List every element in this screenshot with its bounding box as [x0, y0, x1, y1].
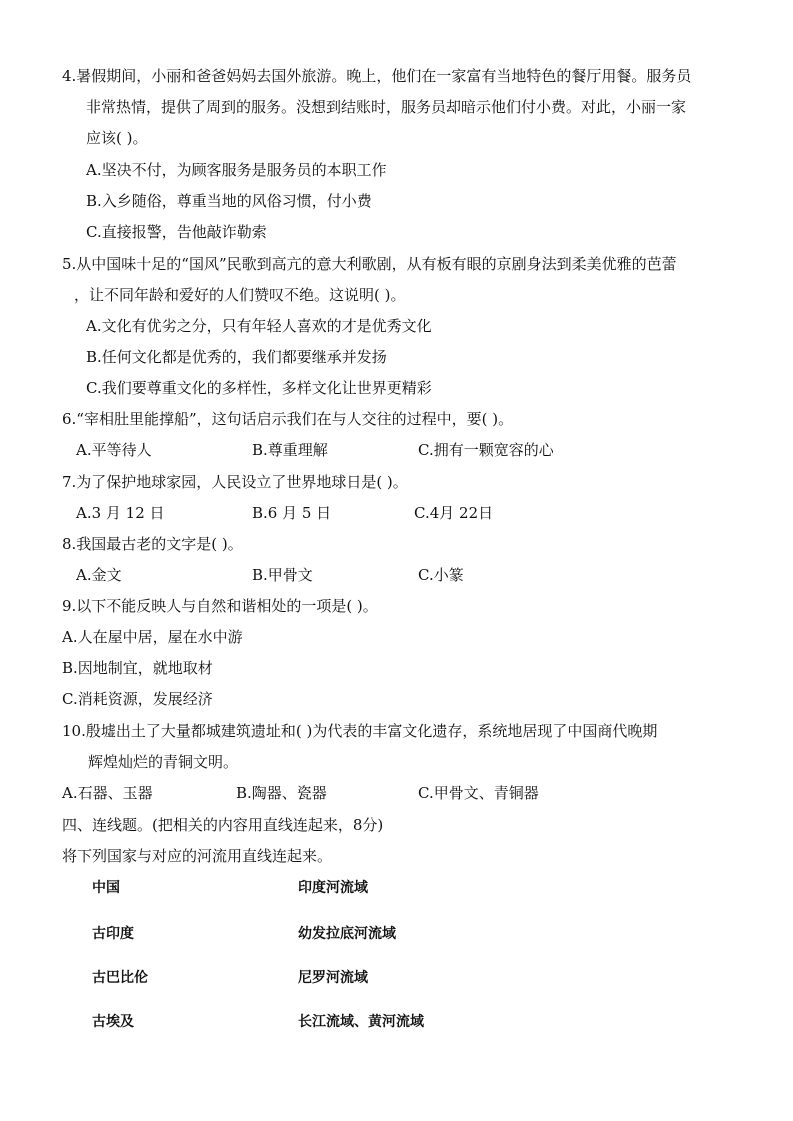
q10-option-c: C.甲骨文、青铜器 — [418, 784, 539, 802]
q5-stem-line2: ，让不同年龄和爱好的人们赞叹不绝。这说明( )。 — [74, 286, 406, 304]
q6-stem: 6.“宰相肚里能撑船”，这句话启示我们在与人交往的过程中，要( )。 — [62, 410, 514, 428]
q5-option-c: C.我们要尊重文化的多样性，多样文化让世界更精彩 — [86, 379, 432, 397]
q7-option-b: B.6 月 5 日 — [252, 504, 332, 522]
match-right-item: 印度河流域 — [298, 880, 368, 896]
q10-option-a: A.石器、玉器 — [62, 784, 153, 802]
q7-stem: 7.为了保护地球家园，人民设立了世界地球日是( )。 — [62, 473, 408, 491]
q9-option-c: C.消耗资源，发展经济 — [62, 690, 213, 708]
q6-option-c: C.拥有一颗宽容的心 — [418, 441, 554, 459]
q8-option-b: B.甲骨文 — [252, 566, 313, 584]
q5-stem-line1: 5.从中国味十足的“国风”民歌到高亢的意大利歌剧，从有板有眼的京剧身法到柔美优雅的芭蕾 — [62, 255, 677, 273]
q10-stem-line1: 10.殷墟出土了大量都城建筑遗址和( )为代表的丰富文化遗存，系统地居现了中国商代晚期 — [62, 722, 658, 740]
match-left-item: 古埃及 — [92, 1014, 134, 1030]
match-left-item: 古巴比伦 — [92, 970, 148, 986]
match-right-item: 幼发拉底河流域 — [298, 926, 396, 942]
q6-option-b: B.尊重理解 — [252, 441, 328, 459]
q4-option-c: C.直接报警，告他敲诈勒索 — [86, 223, 267, 241]
q8-option-c: C.小篆 — [418, 566, 464, 584]
q9-stem: 9.以下不能反映人与自然和谐相处的一项是( )。 — [62, 597, 378, 615]
q7-option-c: C.4月 22日 — [414, 504, 494, 522]
q10-option-b: B.陶器、瓷器 — [236, 784, 327, 802]
q4-stem-line1: 4.暑假期间，小丽和爸爸妈妈去国外旅游。晚上，他们在一家富有当地特色的餐厅用餐。服务员 — [62, 67, 692, 85]
section4-instruction: 将下列国家与对应的河流用直线连起来。 — [62, 847, 333, 865]
q7-option-a: A.3 月 12 日 — [76, 504, 165, 522]
q4-stem-line2: 非常热情，提供了周到的服务。没想到结账时，服务员却暗示他们付小费。对此，小丽一家 — [86, 98, 687, 116]
q4-stem-line3: 应该( )。 — [86, 129, 148, 147]
match-right-item: 长江流域、黄河流域 — [298, 1014, 424, 1030]
q5-option-b: B.任何文化都是优秀的，我们都要继承并发扬 — [86, 348, 387, 366]
q5-option-a: A.文化有优劣之分，只有年轻人喜欢的才是优秀文化 — [86, 317, 432, 335]
q8-stem: 8.我国最古老的文字是( )。 — [62, 535, 243, 553]
q9-option-a: A.人在屋中居，屋在水中游 — [62, 628, 243, 646]
section4-title: 四、连线题。(把相关的内容用直线连起来，8分) — [62, 816, 384, 834]
q4-option-b: B.入乡随俗，尊重当地的风俗习惯，付小费 — [86, 192, 372, 210]
q9-option-b: B.因地制宜，就地取材 — [62, 659, 213, 677]
match-left-item: 中国 — [92, 880, 120, 896]
match-left-item: 古印度 — [92, 926, 134, 942]
q8-option-a: A.金文 — [76, 566, 122, 584]
q4-option-a: A.坚决不付，为顾客服务是服务员的本职工作 — [86, 161, 387, 179]
q6-option-a: A.平等待人 — [76, 441, 152, 459]
q10-stem-line2: 辉煌灿烂的青铜文明。 — [88, 753, 239, 771]
match-right-item: 尼罗河流域 — [298, 970, 368, 986]
